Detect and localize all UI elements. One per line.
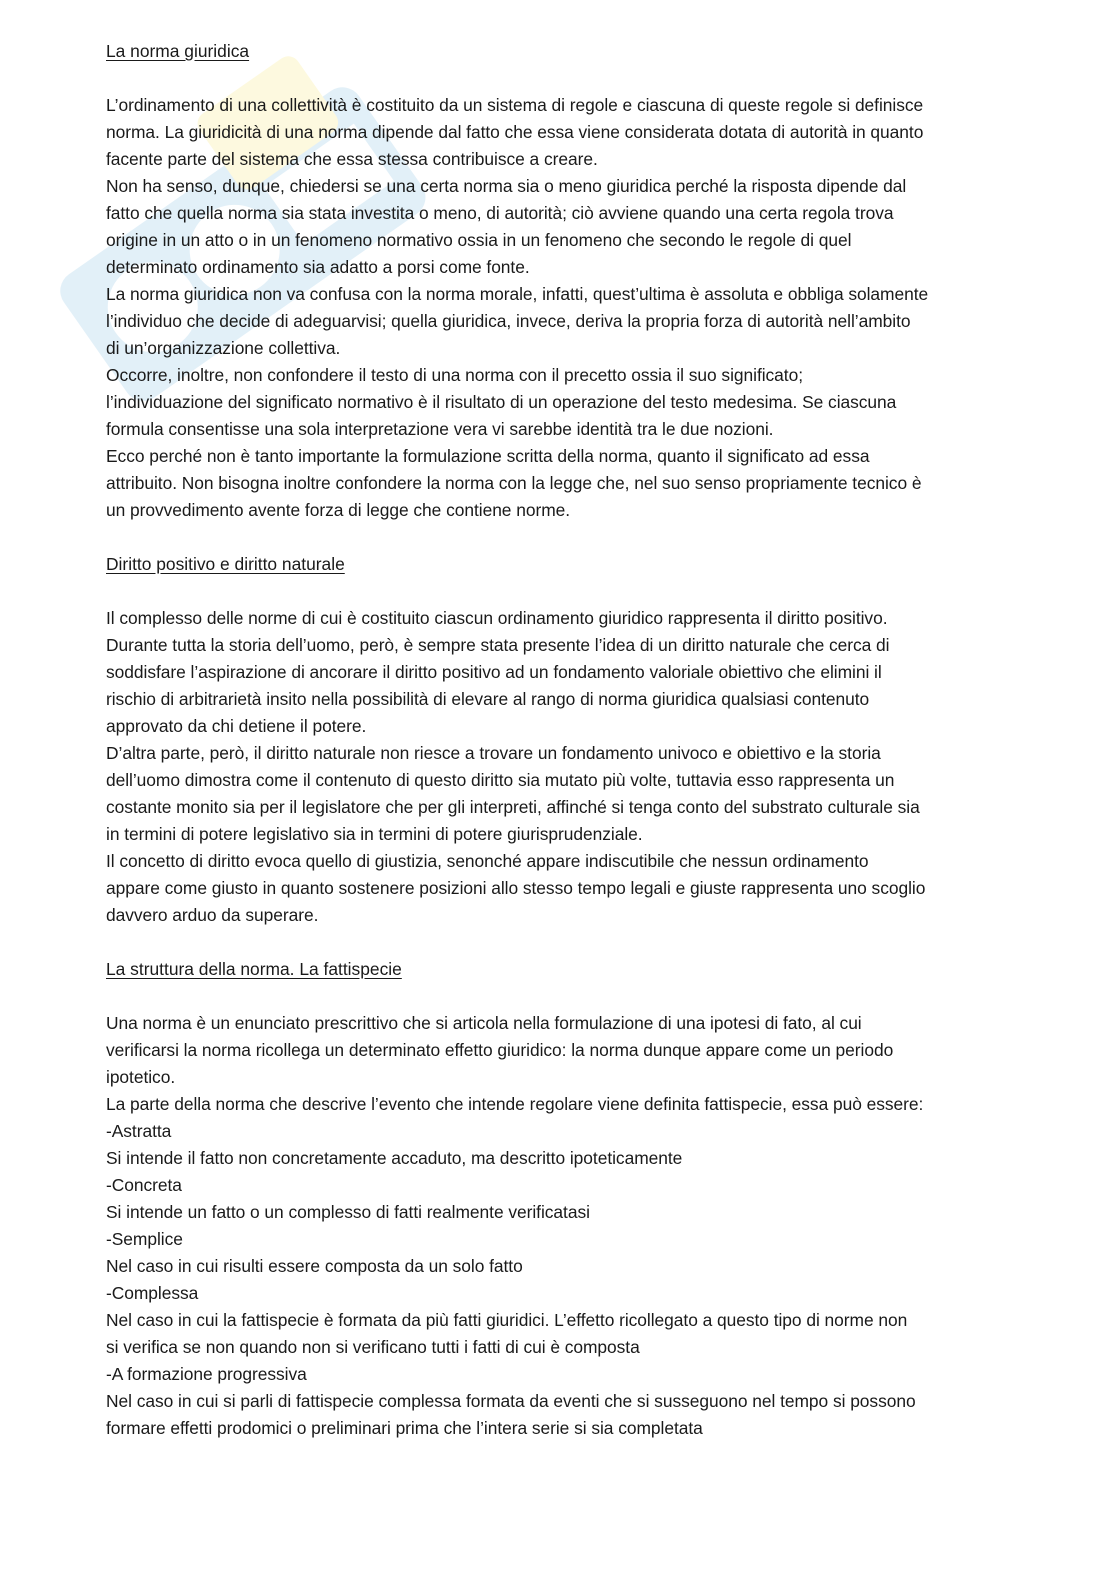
paragraph-line: origine in un atto o in un fenomeno normativo ossia in un fenomeno che secondo le regole di quel <box>106 230 852 250</box>
section-heading: La norma giuridica <box>106 41 250 61</box>
paragraph-line: l’individuazione del significato normativo è il risultato di un operazione del testo medesima. Se ciascuna <box>106 392 897 412</box>
paragraph-line: -Semplice <box>106 1229 183 1249</box>
paragraph-line: si verifica se non quando non si verificano tutti i fatti di cui è composta <box>106 1337 640 1357</box>
paragraph-line: Nel caso in cui si parli di fattispecie complessa formata da eventi che si susseguono nel tempo si possono <box>106 1391 916 1411</box>
paragraph-line: -Complessa <box>106 1283 199 1303</box>
paragraph-line: La parte della norma che descrive l’evento che intende regolare viene definita fattispecie, essa può essere: <box>106 1094 924 1114</box>
paragraph-line: Non ha senso, dunque, chiedersi se una certa norma sia o meno giuridica perché la risposta dipende dal <box>106 176 907 196</box>
paragraph-line: -Concreta <box>106 1175 182 1195</box>
paragraph-line: approvato da chi detiene il potere. <box>106 716 367 736</box>
paragraph-line: verificarsi la norma ricollega un determinato effetto giuridico: la norma dunque appare come un periodo <box>106 1040 894 1060</box>
paragraph-line: costante monito sia per il legislatore che per gli interpreti, affinché si tenga conto del substrato culturale sia <box>106 797 920 817</box>
paragraph-line: La norma giuridica non va confusa con la norma morale, infatti, quest’ultima è assoluta e obbliga solamente <box>106 284 929 304</box>
section-heading: La struttura della norma. La fattispecie <box>106 959 402 979</box>
paragraph-line: attribuito. Non bisogna inoltre confondere la norma con la legge che, nel suo senso propriamente tecnico è <box>106 473 922 493</box>
paragraph-line: rischio di arbitrarietà insito nella possibilità di elevare al rango di norma giuridica qualsiasi contenuto <box>106 689 870 709</box>
paragraph-line: Si intende il fatto non concretamente accaduto, ma descritto ipoteticamente <box>106 1148 683 1168</box>
paragraph-line: Occorre, inoltre, non confondere il testo di una norma con il precetto ossia il suo significato; <box>106 365 803 385</box>
paragraph-line: Ecco perché non è tanto importante la formulazione scritta della norma, quanto il significato ad essa <box>106 446 870 466</box>
paragraph-line: davvero arduo da superare. <box>106 905 319 925</box>
paragraph-line: Si intende un fatto o un complesso di fatti realmente verificatasi <box>106 1202 590 1222</box>
paragraph-line: Durante tutta la storia dell’uomo, però, è sempre stata presente l’idea di un diritto naturale che cerca di <box>106 635 890 655</box>
paragraph-line: ipotetico. <box>106 1067 176 1087</box>
paragraph-line: fatto che quella norma sia stata investita o meno, di autorità; ciò avviene quando una certa regola trova <box>106 203 894 223</box>
paragraph-line: Il concetto di diritto evoca quello di giustizia, senonché appare indiscutibile che nessun ordinamento <box>106 851 869 871</box>
paragraph-line: di un’organizzazione collettiva. <box>106 338 341 358</box>
paragraph-line: l’individuo che decide di adeguarvisi; quella giuridica, invece, deriva la propria forza di autorità nell’ambito <box>106 311 911 331</box>
paragraph-line: norma. La giuridicità di una norma dipende dal fatto che essa viene considerata dotata di autorità in quanto <box>106 122 924 142</box>
paragraph-line: formare effetti prodomici o preliminari prima che l’intera serie si sia completata <box>106 1418 703 1438</box>
paragraph-line: formula consentisse una sola interpretazione vera vi sarebbe identità tra le due nozioni. <box>106 419 774 439</box>
section-heading: Diritto positivo e diritto naturale <box>106 554 345 574</box>
paragraph-line: -A formazione progressiva <box>106 1364 307 1384</box>
paragraph-line: D’altra parte, però, il diritto naturale non riesce a trovare un fondamento univoco e obiettivo e la storia <box>106 743 881 763</box>
paragraph-line: un provvedimento avente forza di legge che contiene norme. <box>106 500 571 520</box>
paragraph-line: -Astratta <box>106 1121 172 1141</box>
paragraph-line: determinato ordinamento sia adatto a porsi come fonte. <box>106 257 530 277</box>
paragraph-line: in termini di potere legislativo sia in termini di potere giurisprudenziale. <box>106 824 643 844</box>
paragraph-line: Nel caso in cui la fattispecie è formata da più fatti giuridici. L’effetto ricollegato a questo tipo di norme non <box>106 1310 908 1330</box>
paragraph-line: Nel caso in cui risulti essere composta da un solo fatto <box>106 1256 523 1276</box>
paragraph-line: Una norma è un enunciato prescrittivo che si articola nella formulazione di una ipotesi di fato, al cui <box>106 1013 862 1033</box>
paragraph-line: facente parte del sistema che essa stessa contribuisce a creare. <box>106 149 598 169</box>
paragraph-line: Il complesso delle norme di cui è costituito ciascun ordinamento giuridico rappresenta il diritto positivo. <box>106 608 888 628</box>
document-page <box>106 38 1006 1442</box>
paragraph-line: appare come giusto in quanto sostenere posizioni allo stesso tempo legali e giuste rappresenta uno scoglio <box>106 878 926 898</box>
paragraph-line: soddisfare l’aspirazione di ancorare il diritto positivo ad un fondamento valoriale obiettivo che elimini il <box>106 662 882 682</box>
paragraph-line: dell’uomo dimostra come il contenuto di questo diritto sia mutato più volte, tuttavia esso rappresenta un <box>106 770 895 790</box>
paragraph-line: L’ordinamento di una collettività è costituito da un sistema di regole e ciascuna di queste regole si definisce <box>106 95 924 115</box>
